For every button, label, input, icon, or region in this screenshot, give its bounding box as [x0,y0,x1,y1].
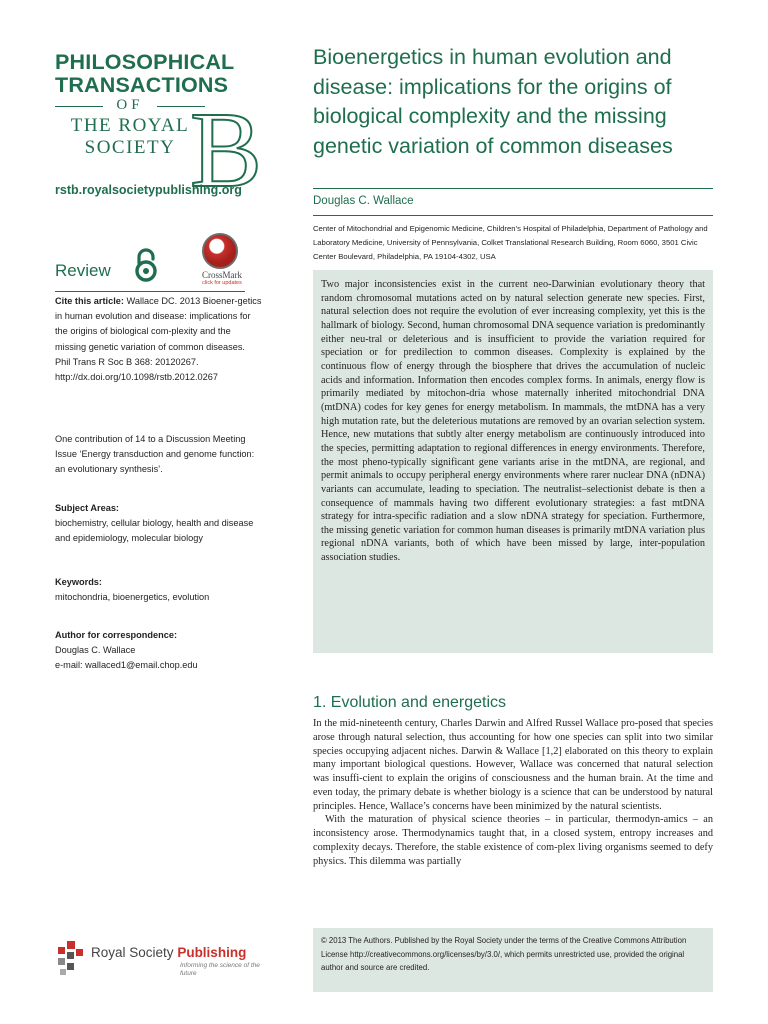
logo-line-of: OF [116,97,144,113]
article-author: Douglas C. Wallace [313,195,414,207]
keywords-block [55,575,260,605]
article-title: Bioenergetics in human evolution and disease: implications for the origins of biological complexity and the missing genetic variation of common diseases [313,45,673,158]
crossmark-badge[interactable] [192,233,252,289]
publisher-name [91,945,246,960]
logo-letter-b: B [190,91,263,210]
cite-label: Cite this article: [55,296,124,306]
publisher-mark-icon [55,939,89,979]
correspondence-name: Douglas C. Wallace [55,645,136,656]
title-rule [313,188,713,189]
section-heading: 1. Evolution and energetics [313,694,507,711]
keywords-text: mitochondria, bioenergetics, evolution [55,592,210,603]
crossmark-label: CrossMark [202,270,242,280]
correspondence-block [55,628,260,674]
publisher-name-bold: Publishing [177,945,247,960]
open-access-icon [132,247,160,283]
abstract-box [313,270,713,653]
logo-line-transactions: TRANSACTIONS [55,73,229,97]
subject-areas-label: Subject Areas: [55,503,119,513]
publisher-logo [55,939,260,989]
body-paragraph-2: With the maturation of physical science theories – in particular, thermodyn-amics – an inconsistency arose. Thermodynamics taught that, in a closed system, entropy increases and complexity decays. Therefore, the stable existence of com-plex living organisms seemed to defy physics. This dilemma was partially [313,814,713,867]
license-text: © 2013 The Authors. Published by the Royal Society under the terms of the Creative Commons Attribution License http://creativecommons.org/licenses/by/3.0/, which permits unrestricted use, provided the original author and source are credited. [321,936,687,973]
subject-areas-text: biochemistry, cellular biology, health and disease and epidemiology, molecular biology [55,518,254,544]
journal-site-link[interactable]: rstb.royalsocietypublishing.org [55,183,242,197]
body-text [313,717,713,868]
crossmark-icon [202,233,238,269]
crossmark-sublabel: click for updates [202,280,242,286]
publisher-tagline: Informing the science of the future [180,962,260,977]
logo-line-philosophical: PHILOSOPHICAL [55,50,235,74]
cite-text: Wallace DC. 2013 Bioener-getics in human evolution and disease: implications for the origins of biological com-plexity and the missing genetic variation of common diseases. Phil Trans R Soc B 368: 20120267. [55,296,262,367]
author-affiliation: Center of Mitochondrial and Epigenomic Medicine, Children’s Hospital of Philadelphia, Department of Pathology and Laboratory Medicine, University of Pennsylvania, Colket Translational Research Building, Room 6060, 3501 Civic Center Boulevard, Philadelphia, PA 19104-4302, USA [313,224,708,261]
correspondence-label: Author for correspondence: [55,630,177,640]
logo-line-society: SOCIETY [84,137,176,158]
publisher-name-plain: Royal Society [91,945,174,960]
contribution-note: One contribution of 14 to a Discussion Meeting Issue ‘Energy transduction and genome function: an evolutionary synthesis’. [55,434,255,475]
correspondence-email[interactable]: e-mail: wallaced1@email.chop.edu [55,660,198,671]
abstract-text: Two major inconsistencies exist in the current neo-Darwinian evolutionary theory that random chromosomal mutations acted on by natural selection generate new species. First, natural selection does not require the evolution of ever increasing complexity, yet this is the hallmark of biology. Second, human chromosomal DNA sequence variation is predominantly either neu-tral or deleterious and is insufficient to provide the variation required for speciation or for predilection to common diseases. Complexity is explained by the continuous flow of energy through the biosphere that drives the accumulation of nucleic acids and information. Information then encodes complex forms. In animals, energy flow is primarily mediated by mitochon-dria whose maternally inherited mitochondrial DNA (mtDNA) codes for key genes for energy metabolism. In mammals, the mtDNA has a very high mutation rate, but the deleterious mutations are removed by an ovarian selection system. Hence, new mutations that subtly alter energy metabolism are continuously introduced into the species, permitting adaptation to regional differences in energy environments. Therefore, the most pheno-typically significant gene variants arise in the mtDNA, are regional, and permit animals to occupy peripheral energy environments where rarer nuclear DNA (nDNA) variants can accumulate, leading to speciation. The neutralist–selectionist debate is then a consequence of mammals having two different evolutionary strategies: a fast mtDNA strategy for intra-specific radiation and a slow nDNA strategy for speciation. Furthermore, the missing genetic variation for common human diseases is primarily mtDNA variation plus regional nDNA variants, both of which have been missed by large, inter-population association studies. [321,279,705,564]
article-type-label: Review [55,261,111,280]
logo-line-the-royal: THE ROYAL [70,115,190,136]
author-rule [313,215,713,216]
keywords-label: Keywords: [55,577,102,587]
body-paragraph-1: In the mid-nineteenth century, Charles Darwin and Alfred Russel Wallace pro-posed that species arose through natural selection, thus accounting for how one species can split into two similar species occupying adjacent niches. Darwin & Wallace [1,2] elaborated on this theory to explain many important biological questions. However, Wallace was concerned that natural selection was insuffi-cient to explain the origins of consciousness and the human brain. At the time and even today, the primary debate is whether biology is a science that can be understood by natural principles. Hence, Wallace’s concerns have been minimized by the natural scientists. [313,718,713,812]
subject-areas-block [55,501,260,547]
citation-block [55,294,262,385]
doi-link[interactable]: http://dx.doi.org/10.1098/rstb.2012.0267 [55,372,218,383]
sidebar-divider [55,291,245,292]
license-box [313,928,713,992]
